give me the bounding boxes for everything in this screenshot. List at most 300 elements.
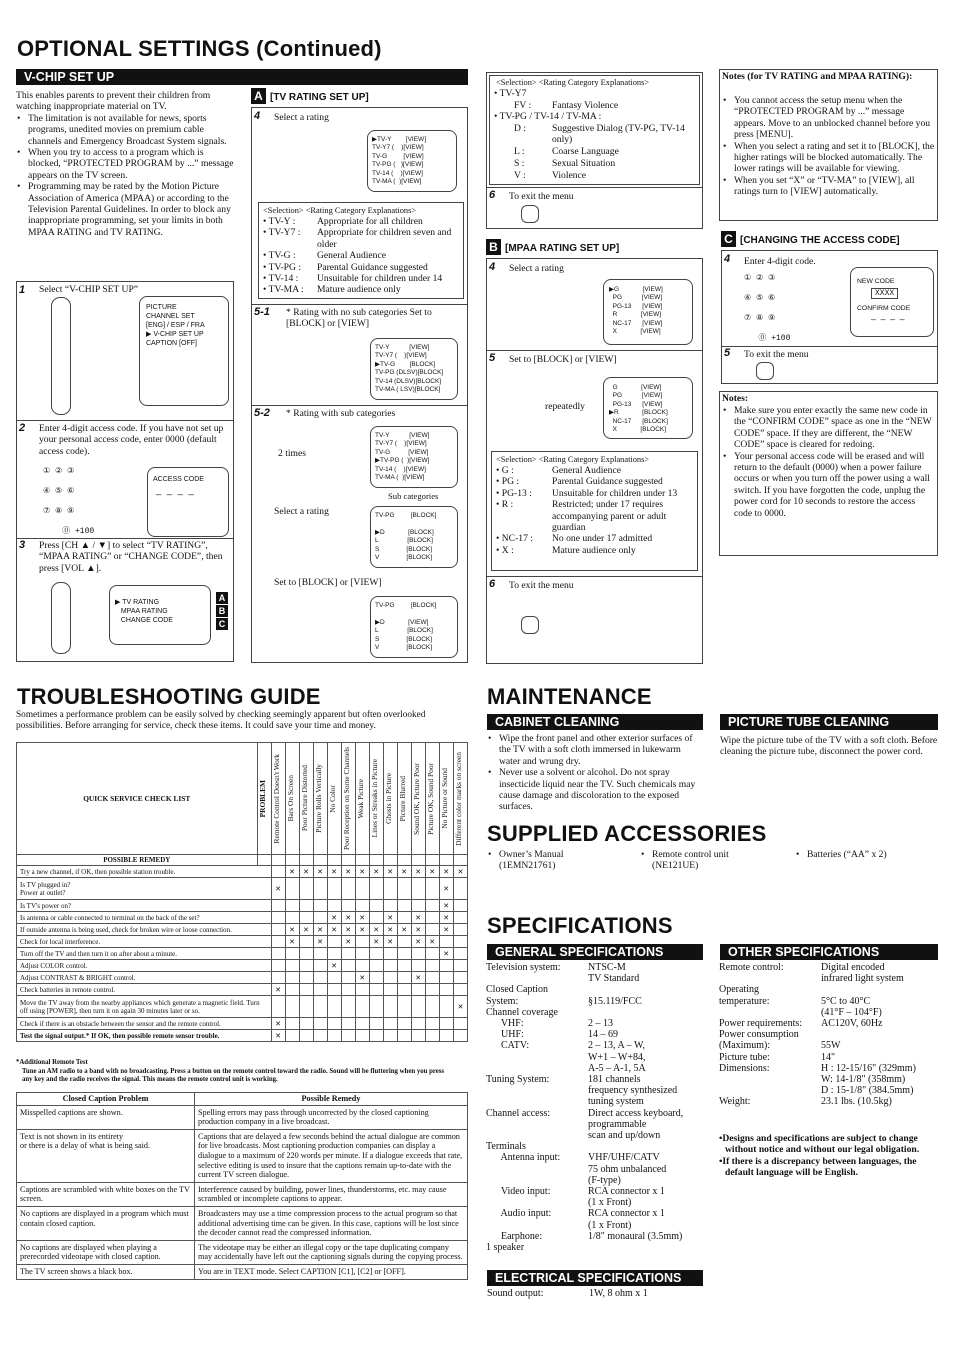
- cell: Spelling errors may pass through uncorrected by the closed captioning production company in a live broadcast.: [195, 1105, 468, 1129]
- spec-label: Closed Caption System:: [486, 984, 548, 1007]
- empty-cell: [355, 1018, 369, 1030]
- empty-cell: [313, 948, 327, 960]
- rating-code: • X :: [496, 544, 514, 556]
- spec-row: [719, 962, 939, 984]
- problem-column-header: [425, 743, 439, 855]
- check-mark: ✕: [271, 1018, 285, 1030]
- rating-desc: No one under 17 admitted: [552, 533, 653, 545]
- caption-table: [16, 1092, 468, 1280]
- empty-cell: [313, 912, 327, 924]
- spec-value: 1/8" monaural (3.5mm): [588, 1230, 683, 1242]
- problem-column-header: [299, 743, 313, 855]
- rating-desc: Coarse Language: [552, 146, 619, 157]
- empty-cell: [369, 960, 383, 972]
- check-mark: ✕: [299, 924, 313, 936]
- spec-row: [486, 1152, 704, 1186]
- empty-cell: [327, 1030, 341, 1042]
- empty-cell: [341, 1030, 355, 1042]
- empty-cell: [397, 948, 411, 960]
- tag-b: B: [486, 239, 501, 255]
- check-mark: ✕: [439, 878, 453, 900]
- empty-cell: [355, 878, 369, 900]
- column-header: POSSIBLE REMEDY: [17, 855, 258, 866]
- other-spec-bar: OTHER SPECIFICATIONS: [720, 944, 938, 960]
- rating-desc: Violence: [552, 170, 587, 181]
- table-header: <Selection> <Rating Category Explanations>: [263, 206, 417, 215]
- rating-code: • TV-MA :: [263, 284, 304, 296]
- empty-cell: [397, 912, 411, 924]
- spec-label: Audio input:: [486, 1208, 552, 1220]
- cell: Misspelled captions are shown.: [17, 1105, 195, 1129]
- step-3-text: Press [CH ▲ / ▼] to select “TV RATING”, “MPAA RATING” or “CHANGE CODE”, then press [VOL ▲].: [39, 540, 223, 574]
- bullet: • When you try to access to a program which is blocked, “PROTECTED PROGRAM by ...” message appears on the TV screen.: [16, 147, 234, 181]
- spec-row: [486, 1029, 704, 1040]
- step-text: To exit the menu: [509, 191, 574, 202]
- spec-value: [588, 1141, 704, 1152]
- rating-desc: Mature audience only: [552, 544, 636, 556]
- step-5-2: 5-2: [254, 407, 270, 419]
- spec-row: [719, 984, 939, 1018]
- check-mark: ✕: [327, 960, 341, 972]
- empty-cell: [369, 1018, 383, 1030]
- picture-tube-text: Wipe the picture tube of the TV with a soft cloth. Before cleaning the picture tube, disconnect the power cord.: [720, 735, 938, 758]
- empty-cell: [411, 1018, 425, 1030]
- check-mark: ✕: [425, 936, 439, 948]
- empty-cell: [425, 878, 439, 900]
- empty-cell: [299, 972, 313, 984]
- empty-cell: [369, 996, 383, 1018]
- spec-value: RCA connector x 1 (1 x Front): [588, 1186, 665, 1209]
- check-mark: ✕: [271, 878, 285, 900]
- empty-cell: [411, 984, 425, 996]
- step-text: Enter 4-digit code.: [744, 256, 816, 267]
- empty-cell: [439, 972, 453, 984]
- trouble-intro: Sometimes a performance problem can be easily solved by checking seemingly apparent but often overlooked possibilities. Before arranging for service, check these items. It could save your time and money.: [16, 710, 426, 732]
- spec-value: §15.119/FCC: [588, 995, 642, 1007]
- tv-screen: G [VIEW] PG [VIEW] PG-13 [VIEW] ▶R [BLOCK] NC-17 [BLOCK] X [BLOCK]: [603, 377, 693, 439]
- rating-code: • R :: [496, 499, 514, 511]
- empty-cell: [355, 1030, 369, 1042]
- empty-cell: [341, 948, 355, 960]
- cell: You are in TEXT mode. Select CAPTION [C1], [C2] or [OFF].: [195, 1264, 468, 1279]
- check-mark: ✕: [285, 866, 299, 878]
- section-heading: TROUBLESHOOTING GUIDE: [17, 684, 321, 709]
- rating-code: D :: [514, 123, 526, 134]
- empty-cell: [397, 878, 411, 900]
- check-mark: ✕: [355, 972, 369, 984]
- spec-note: •If there is a discrepancy between languages, the default language will be English.: [719, 1155, 917, 1179]
- spec-value: 2 – 13: [588, 1018, 613, 1030]
- spec-label: Power requirements:: [719, 1018, 803, 1030]
- empty-cell: [299, 996, 313, 1018]
- step-2: 2: [19, 422, 26, 434]
- rating-desc: General Audience: [552, 465, 621, 476]
- rating-code: • TV-Y7 :: [263, 227, 301, 239]
- empty-cell: [355, 984, 369, 996]
- note-item: • When you set “X” or “TV-MA” to [VIEW], all ratings turn to [VIEW] automatically.: [722, 175, 936, 198]
- empty-cell: [355, 900, 369, 912]
- rating-code: • PG :: [496, 476, 520, 488]
- problem-column-header: [397, 743, 411, 855]
- check-mark: ✕: [411, 924, 425, 936]
- cabinet-item: • Never use a solvent or alcohol. Do not spray insecticide liquid near the TV. Such chemicals may cause damage and discoloration to the exposed surfaces.: [487, 767, 703, 813]
- spec-label: Video input:: [486, 1186, 551, 1198]
- empty-cell: [383, 1018, 397, 1030]
- spec-value: Digital encoded infrared light system: [821, 962, 904, 985]
- spec-value: 5°C to 40°C (41°F – 104°F): [821, 995, 882, 1018]
- empty-cell: [299, 1030, 313, 1042]
- remedy-cell: Is TV plugged in? Power at outlet?: [17, 878, 272, 900]
- check-mark: ✕: [341, 936, 355, 948]
- spec-label: Channel coverage: [486, 1006, 558, 1018]
- table-row: [17, 1030, 468, 1042]
- section-heading: MAINTENANCE: [487, 684, 652, 709]
- empty-cell: [439, 1030, 453, 1042]
- rating-desc: Restricted; under 17 requires accompanying parent or adult guardian: [552, 499, 667, 534]
- check-mark: ✕: [439, 924, 453, 936]
- empty-cell: [341, 984, 355, 996]
- spec-row: [486, 962, 704, 984]
- spec-value: 14": [821, 1051, 836, 1063]
- step-text: Set to [BLOCK] or [VIEW]: [274, 577, 382, 588]
- empty-cell: [383, 996, 397, 1018]
- rating-desc: Sexual Situation: [552, 158, 616, 169]
- empty-cell: [299, 1018, 313, 1030]
- remedy-cell: Check for local interference.: [17, 936, 272, 948]
- bullet: • Programming may be rated by the Motion Picture Association of America (MPAA) or according to the Television Parental Guidelines. In order to block any inappropriate programming, set your limits in both MPAA RATING and TV RATING.: [16, 181, 234, 238]
- empty-cell: [453, 936, 467, 948]
- tv-screen: TV-PG [BLOCK] ▶D [VIEW] L [BLOCK] S [BLOCK] V [BLOCK]: [370, 596, 458, 658]
- problem-label: Different color marks on screen: [453, 751, 463, 846]
- empty-cell: [327, 936, 341, 948]
- problem-label: Picture Blurred: [397, 775, 407, 822]
- check-mark: ✕: [397, 866, 411, 878]
- rating-code: • NC-17 :: [496, 533, 533, 545]
- cell: No captions are displayed in a program which must contain closed caption.: [17, 1206, 195, 1240]
- empty-cell: [271, 912, 285, 924]
- empty-cell: [271, 866, 285, 878]
- spec-row: [486, 1040, 704, 1074]
- spec-label: UHF:: [486, 1029, 524, 1041]
- problem-column-header: [285, 743, 299, 855]
- empty-cell: [425, 1018, 439, 1030]
- spec-value: 55W: [821, 1040, 841, 1052]
- spec-label: Sound output:: [487, 1288, 544, 1299]
- rating-code: S :: [514, 158, 525, 169]
- check-mark: ✕: [453, 996, 467, 1018]
- step-text: Set to [BLOCK] or [VIEW]: [509, 354, 617, 365]
- step-1-text: Select “V-CHIP SET UP”: [39, 284, 139, 295]
- check-mark: ✕: [285, 924, 299, 936]
- check-mark: ✕: [439, 912, 453, 924]
- spec-label: Weight:: [719, 1096, 751, 1108]
- step-note: repeatedly: [545, 401, 585, 412]
- empty-cell: [313, 960, 327, 972]
- empty-cell: [425, 948, 439, 960]
- rating-desc: Unsuitable for children under 14: [317, 273, 443, 285]
- empty-cell: [425, 1030, 439, 1042]
- empty-cell: [313, 900, 327, 912]
- tag-b: B: [216, 605, 228, 617]
- tag-c: C: [216, 618, 228, 630]
- cell: Broadcasters may use a time compression process to the actual program so that additional advertising time can be given. In this case, captions will be lost since the decoder cannot read the compressed information.: [195, 1206, 468, 1240]
- footnote-text: Tune an AM radio to a band with no broadcasting. Press a button on the remote control toward the radio. Sound will be fluttering when you press any key and the radio receives the signal. This means the remote control unit is working.: [22, 1067, 445, 1084]
- step-text: To exit the menu: [744, 349, 809, 360]
- problem-label: Sound OK, Picture Poor: [411, 762, 421, 835]
- empty-cell: [285, 972, 299, 984]
- rating-desc: Fantasy Violence: [552, 100, 619, 111]
- spec-value: 23.1 lbs. (10.5kg): [821, 1096, 892, 1108]
- empty-cell: [327, 878, 341, 900]
- check-mark: ✕: [369, 936, 383, 948]
- table-row: [17, 960, 468, 972]
- table-header: <Selection> <Rating Category Explanations>: [496, 455, 650, 464]
- spec-label: Terminals: [486, 1141, 526, 1153]
- spec-value: Direct access keyboard, programmable scan and up/down: [588, 1107, 684, 1142]
- empty-cell: [369, 948, 383, 960]
- remedy-cell: Test the signal output.* If OK, then possible remote sensor trouble.: [17, 1030, 272, 1042]
- check-mark: ✕: [369, 866, 383, 878]
- check-mark: ✕: [313, 924, 327, 936]
- empty-cell: [313, 1018, 327, 1030]
- empty-cell: [453, 1030, 467, 1042]
- empty-cell: [327, 972, 341, 984]
- empty-cell: [453, 900, 467, 912]
- rating-code: • TV-PG / TV-14 / TV-MA :: [494, 111, 602, 122]
- check-mark: ✕: [425, 866, 439, 878]
- problem-label: Remote Control Doesn't Work: [271, 753, 281, 844]
- tv-screen: ▶ TV RATING MPAA RATING CHANGE CODE: [109, 585, 211, 645]
- empty-cell: [341, 900, 355, 912]
- tv-screen: ▶G [VIEW] PG [VIEW] PG-13 [VIEW] R [VIEW] NC-17 [VIEW] X [VIEW]: [603, 279, 693, 345]
- empty-cell: [271, 996, 285, 1018]
- general-spec-table: [486, 962, 704, 1253]
- rating-desc: Parental Guidance suggested: [552, 476, 663, 488]
- tv-screen: ▶TV-Y [VIEW] TV-Y7 ( )[VIEW] TV-G [VIEW] TV-PG ( )[VIEW] TV-14 ( )[VIEW] TV-MA ( )[VIEW]: [367, 130, 457, 192]
- mpaa-steps: [486, 258, 703, 664]
- empty-cell: [439, 984, 453, 996]
- spec-label: CATV:: [486, 1040, 530, 1052]
- empty-cell: [285, 912, 299, 924]
- rating-desc: Parental Guidance suggested: [317, 261, 428, 273]
- spec-label: VHF:: [486, 1018, 524, 1030]
- remedy-cell: Is antenna or cable connected to terminal on the back of the set?: [17, 912, 272, 924]
- empty-cell: [453, 972, 467, 984]
- check-mark: ✕: [411, 972, 425, 984]
- tv-rating-sub-explanations: [486, 72, 703, 229]
- spec-label: Picture tube:: [719, 1051, 770, 1063]
- cabinet-item: • Wipe the front panel and other exterior surfaces of the TV with a soft cloth immersed in lukewarm water and wrung dry.: [487, 733, 703, 767]
- spec-row: [719, 1063, 939, 1097]
- empty-cell: [411, 878, 425, 900]
- problem-column-header: [439, 743, 453, 855]
- check-mark: ✕: [383, 924, 397, 936]
- spec-label: Television system:: [486, 962, 561, 973]
- tv-screen: ACCESS CODE — — — —: [147, 467, 229, 537]
- empty-cell: [439, 1018, 453, 1030]
- empty-cell: [355, 948, 369, 960]
- empty-cell: [369, 972, 383, 984]
- screen-label: ACCESS CODE: [153, 476, 204, 483]
- empty-cell: [313, 1030, 327, 1042]
- spec-row: [486, 1074, 704, 1108]
- check-mark: ✕: [271, 984, 285, 996]
- empty-cell: [425, 960, 439, 972]
- spec-value: NTSC-M TV Standard: [588, 962, 640, 985]
- change-code-steps: [721, 250, 938, 384]
- step-2-text: Enter 4-digit access code. If you have not set up your personal access code, enter 0000 (default access code).: [39, 423, 224, 457]
- tv-screen: PICTURE CHANNEL SET [ENG] / ESP / FRA ▶ V-CHIP SET UP CAPTION [OFF]: [139, 296, 229, 406]
- check-mark: ✕: [327, 924, 341, 936]
- menu-item: V-CHIP SET UP: [153, 331, 204, 338]
- rating-code: L :: [514, 146, 525, 157]
- rating-desc: Mature audience only: [317, 284, 401, 296]
- problem-column-header: [453, 743, 467, 855]
- check-mark: ✕: [341, 912, 355, 924]
- table-title: QUICK SERVICE CHECK LIST: [17, 743, 258, 855]
- table-row: [17, 1018, 468, 1030]
- empty-cell: [327, 1018, 341, 1030]
- remedy-cell: If outside antenna is being used, check for broken wire or loose connection.: [17, 924, 272, 936]
- step-note: Sub categories: [388, 491, 439, 501]
- problem-column-header: [341, 743, 355, 855]
- note-item: • Make sure you enter exactly the same new code in the “CONFIRM CODE” space as one in the “NEW CODE” space. If they are different, the “NEW CODE” space is cleared for redoing.: [722, 405, 934, 451]
- remedy-cell: Move the TV away from the nearby appliances which generate a magnetic field. Turn off using [POWER], then turn it on again 30 minutes later or so.: [17, 996, 272, 1018]
- cell: Text is not shown in its entirety or there is a delay of what is being said.: [17, 1129, 195, 1182]
- empty-cell: [397, 972, 411, 984]
- section-title: [MPAA RATING SET UP]: [505, 243, 620, 254]
- step-text: Select a rating: [274, 112, 329, 123]
- table-row: [17, 972, 468, 984]
- problem-column-header: [355, 743, 369, 855]
- empty-cell: [397, 1030, 411, 1042]
- screen-label: CONFIRM CODE: [857, 305, 911, 312]
- notes-ratings: [719, 69, 938, 221]
- problem-column-header: [327, 743, 341, 855]
- rating-desc: Suggestive Dialog (TV-PG, TV-14 only): [552, 123, 685, 146]
- empty-cell: [271, 960, 285, 972]
- spec-value: 1W, 8 ohm x 1: [589, 1288, 648, 1299]
- empty-cell: [439, 996, 453, 1018]
- check-mark: ✕: [327, 912, 341, 924]
- electrical-spec-bar: ELECTRICAL SPECIFICATIONS: [487, 1270, 703, 1286]
- empty-cell: [383, 1030, 397, 1042]
- step-6: 6: [489, 189, 496, 201]
- empty-cell: [411, 960, 425, 972]
- empty-cell: [411, 1030, 425, 1042]
- check-mark: ✕: [453, 866, 467, 878]
- spec-row: [486, 984, 704, 1006]
- empty-cell: [425, 984, 439, 996]
- empty-cell: [271, 936, 285, 948]
- spec-row: [486, 1186, 704, 1208]
- empty-cell: [341, 960, 355, 972]
- table-row: [17, 924, 468, 936]
- rating-table: [258, 202, 464, 299]
- column-header: Possible Remedy: [195, 1093, 468, 1106]
- check-mark: ✕: [397, 924, 411, 936]
- rating-code: • TV-Y7: [494, 88, 527, 99]
- spec-value: [588, 1007, 704, 1018]
- tv-screen: TV-PG [BLOCK] ▶D [BLOCK] L [BLOCK] S [BLOCK] V [BLOCK]: [370, 506, 458, 568]
- cell: Captions that are delayed a few seconds behind the actual dialogue are common for live broadcasts. Most captioning production companies can display a dialogue to a maximum of 220 words per minute. If a dialogue exceeds that rate, selective editing is used to insure that the captions remain up-to-date with the current TV screen dialogue.: [195, 1129, 468, 1182]
- spec-value: RCA connector x 1 (1 x Front): [588, 1208, 665, 1231]
- spec-value: AC120V, 60Hz: [821, 1018, 883, 1030]
- cell: The videotape may be either an illegal copy or the tape duplicating company may accidentally have left out the captioning signals during the copying process.: [195, 1240, 468, 1264]
- check-mark: ✕: [411, 912, 425, 924]
- step-text: * Rating with no sub categories Set to [BLOCK] or [VIEW]: [286, 307, 432, 330]
- empty-cell: [397, 960, 411, 972]
- menu-item: PICTURE: [146, 304, 177, 311]
- spec-label: Operating temperature:: [719, 984, 770, 1007]
- check-mark: ✕: [355, 924, 369, 936]
- problem-label: Picture OK, Sound Poor: [425, 762, 435, 835]
- spec-label: Power consumption (Maximum):: [719, 1029, 799, 1052]
- problem-column-header: [369, 743, 383, 855]
- remedy-cell: Check if there is an obstacle between the sensor and the remote control.: [17, 1018, 272, 1030]
- remedy-cell: Is TV's power on?: [17, 900, 272, 912]
- table-header: <Selection> <Rating Category Explanations>: [496, 78, 650, 87]
- remedy-cell: Adjust CONTRAST & BRIGHT control.: [17, 972, 272, 984]
- tv-screen: TV-Y [VIEW] TV-Y7 ( )[VIEW] ▶TV-G [BLOCK] TV-PG (DLSV)[BLOCK] TV-14 (DLSV)[BLOCK] TV-MA ( LSV)[BLOCK]: [370, 338, 458, 400]
- empty-cell: [313, 996, 327, 1018]
- check-mark: ✕: [341, 866, 355, 878]
- spec-note: •Designs and specifications are subject to change without notice and without our legal obligation.: [719, 1133, 920, 1156]
- table-row: [17, 948, 468, 960]
- empty-cell: [397, 996, 411, 1018]
- remote-icon: [51, 297, 71, 415]
- cell: The TV screen shows a black box.: [17, 1264, 195, 1279]
- general-spec-bar: GENERAL SPECIFICATIONS: [487, 944, 703, 960]
- empty-cell: [397, 936, 411, 948]
- empty-cell: [355, 996, 369, 1018]
- rating-code: • TV-G :: [263, 250, 296, 262]
- problem-label: Picture Rolls Vertically: [313, 764, 323, 833]
- screen-label: NEW CODE: [857, 278, 895, 285]
- section-heading: SUPPLIED ACCESSORIES: [487, 821, 767, 846]
- table-row: [17, 936, 468, 948]
- remedy-cell: Check batteries in remote control.: [17, 984, 272, 996]
- remedy-cell: Adjust COLOR control.: [17, 960, 272, 972]
- rating-table: [491, 451, 698, 571]
- empty-cell: [285, 984, 299, 996]
- check-mark: ✕: [369, 924, 383, 936]
- spec-row: [719, 1029, 939, 1051]
- check-mark: ✕: [383, 936, 397, 948]
- tag-a: A: [251, 88, 266, 104]
- footnote-title: *Additional Remote Test: [16, 1059, 88, 1066]
- empty-cell: [453, 924, 467, 936]
- problem-label: No Color: [327, 784, 337, 813]
- empty-cell: [299, 878, 313, 900]
- spec-value: 14 – 69: [588, 1029, 618, 1041]
- menu-item: CHANNEL SET: [146, 313, 195, 320]
- step-3: 3: [19, 539, 26, 551]
- empty-cell: [299, 948, 313, 960]
- empty-cell: [341, 972, 355, 984]
- table-row: [17, 912, 468, 924]
- vchip-steps: [16, 281, 234, 662]
- empty-cell: [439, 936, 453, 948]
- bullet: • The limitation is not available for news, sports programs, unedited movies on premium cable channels and Emergency Broadcast System signals.: [16, 113, 234, 147]
- empty-cell: [411, 996, 425, 1018]
- menu-button-icon: [756, 362, 774, 380]
- keypad-icon: ① ② ③ ④ ⑤ ⑥ ⑦ ⑧ ⑨ ⓪ +100: [744, 274, 791, 343]
- empty-cell: [453, 948, 467, 960]
- problem-label: No Picture or Sound: [439, 768, 449, 829]
- check-mark: ✕: [355, 866, 369, 878]
- step-5: 5: [489, 352, 496, 364]
